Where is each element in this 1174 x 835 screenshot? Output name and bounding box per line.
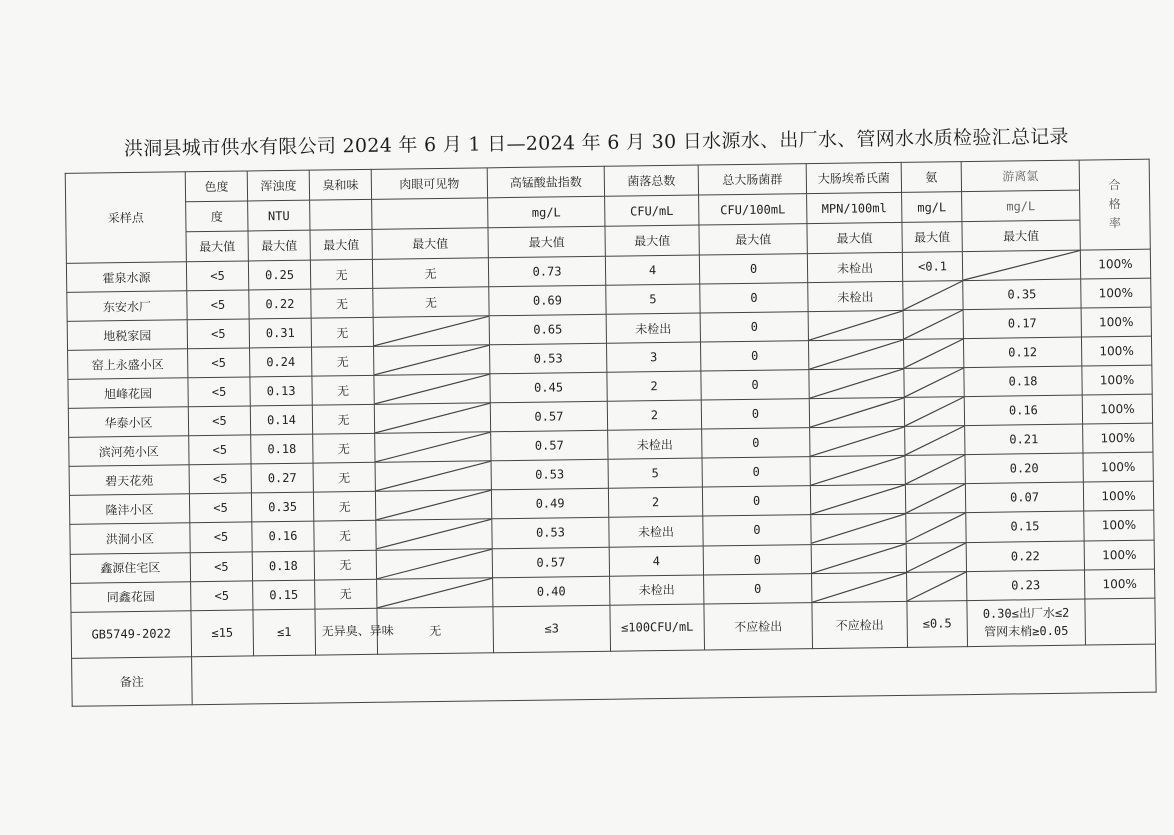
cell-colonies: 未检出 [610,575,704,605]
cell-chlorine: 0.18 [964,366,1082,397]
standard-ammonia: ≤0.5 [907,600,968,647]
diagonal-strike-line [376,462,491,492]
cell-odor: 无 [312,347,374,377]
max-label-chlorine: 最大值 [962,220,1080,252]
standard-turbidity: ≤1 [253,609,316,656]
cell-coliform: 0 [701,370,809,400]
cell-site: 隆沣小区 [69,494,189,525]
cell-pass-rate: 100% [1085,569,1155,599]
cell-cod: 0.53 [490,344,607,375]
cell-turbidity: 0.18 [252,551,314,581]
standard-coliform: 不应检出 [704,602,813,650]
header-odor: 臭和味 [309,169,371,200]
cell-color: <5 [187,290,249,320]
max-label-colonies: 最大值 [605,225,699,256]
cell-pass-rate: 100% [1083,453,1153,483]
standard-chlorine-line2: 管网末梢≥0.05 [984,624,1069,640]
cell-ammonia [903,281,963,311]
cell-visible [376,548,492,579]
diagonal-strike-line [811,514,905,543]
cell-odor: 无 [314,550,376,580]
cell-ecoli: 未检出 [808,282,903,312]
diagonal-strike-line [374,317,489,347]
cell-colonies: 3 [607,342,701,372]
unit-ammonia: mg/L [902,192,962,223]
cell-chlorine: 0.20 [965,453,1083,484]
cell-color: <5 [188,348,250,378]
cell-site: 东安水厂 [67,291,187,322]
diagonal-strike-line [906,485,965,514]
diagonal-strike-line [810,427,904,456]
cell-chlorine: 0.12 [963,337,1081,368]
cell-ammonia: <0.1 [902,252,962,282]
cell-pass-rate: 100% [1084,511,1154,541]
cell-turbidity: 0.22 [249,289,311,319]
cell-colonies: 5 [608,458,702,488]
cell-chlorine [962,250,1080,281]
diagonal-strike-line [905,397,964,426]
cell-site: 同鑫花园 [71,581,191,612]
cell-pass-rate: 100% [1081,336,1151,366]
cell-chlorine: 0.23 [967,570,1085,601]
cell-turbidity: 0.25 [248,260,310,290]
cell-chlorine: 0.16 [964,395,1082,426]
cell-ammonia [904,368,964,398]
cell-colonies: 2 [607,371,701,401]
cell-site: 窑上永盛小区 [68,349,188,380]
diagonal-strike-line [903,281,962,310]
standard-chlorine-line1: 0.30≤出厂水≤2 [982,606,1070,622]
cell-color: <5 [187,319,249,349]
cell-ammonia [903,310,963,340]
cell-site: 旭峰花园 [68,378,188,409]
cell-visible [375,461,491,492]
cell-cod: 0.40 [493,576,610,607]
header-ammonia: 氨 [901,162,961,193]
diagonal-strike-line [809,340,903,369]
cell-coliform: 0 [703,515,811,545]
cell-visible [373,316,489,347]
cell-colonies: 2 [607,400,701,430]
cell-ammonia [906,513,966,543]
cell-chlorine: 0.21 [965,424,1083,455]
diagonal-strike-line [907,572,966,601]
cell-visible [376,519,492,550]
diagonal-strike-line [904,310,963,339]
cell-ammonia [904,397,964,427]
cell-turbidity: 0.24 [250,347,312,377]
header-pass-rate-char: 率 [1108,216,1122,231]
cell-pass-rate: 100% [1081,307,1151,337]
cell-cod: 0.57 [492,547,609,578]
cell-odor: 无 [313,434,375,464]
unit-turbidity: NTU [248,200,310,231]
header-color: 色度 [185,171,247,202]
cell-coliform: 0 [704,573,812,603]
header-site: 采样点 [65,172,186,264]
standard-odor: 无异臭、异味 [315,608,378,655]
max-label-cod: 最大值 [488,226,605,258]
cell-turbidity: 0.18 [251,435,313,465]
standard-color: ≤15 [191,609,254,656]
cell-odor: 无 [313,463,375,493]
diagonal-strike-line [905,426,964,455]
unit-colonies: CFU/mL [605,195,699,226]
cell-color: <5 [186,261,248,291]
diagonal-strike-line [375,404,490,434]
unit-ecoli: MPN/100ml [807,192,902,223]
cell-color: <5 [189,435,251,465]
diagonal-strike-line [906,514,965,543]
cell-chlorine: 0.17 [963,308,1081,339]
cell-odor: 无 [311,318,373,348]
cell-turbidity: 0.15 [253,580,315,610]
cell-pass-rate: 100% [1080,249,1150,279]
cell-site: 碧天花苑 [69,465,189,496]
cell-odor: 无 [312,376,374,406]
header-pass-rate-char: 合 [1108,178,1121,193]
cell-visible [377,577,493,608]
cell-color: <5 [189,493,251,523]
cell-ecoli [808,340,903,370]
header-turbidity: 浑浊度 [247,170,309,201]
cell-turbidity: 0.13 [250,376,312,406]
cell-cod: 0.73 [488,256,605,287]
diagonal-strike-line [812,543,906,572]
diagonal-strike-line [809,369,903,398]
cell-ecoli [810,427,905,457]
cell-ammonia [905,426,965,456]
cell-coliform: 0 [701,399,809,429]
cell-colonies: 4 [605,255,699,285]
cell-colonies: 5 [606,284,700,314]
cell-site: 洪洞小区 [70,523,190,554]
cell-coliform: 0 [702,457,810,487]
cell-cod: 0.57 [491,431,608,462]
cell-visible [374,403,490,434]
cell-color: <5 [190,551,252,581]
diagonal-strike-line [904,339,963,368]
cell-ecoli [809,398,904,428]
header-cod: 高锰酸盐指数 [487,166,604,198]
max-label-coliform: 最大值 [699,224,807,255]
max-label-ammonia: 最大值 [902,222,962,253]
header-chlorine: 游离氯 [961,160,1079,192]
cell-cod: 0.49 [491,489,608,520]
cell-coliform: 0 [702,428,810,458]
diagonal-strike-line [812,572,906,601]
cell-pass-rate: 100% [1082,394,1152,424]
cell-color: <5 [188,406,250,436]
cell-color: <5 [190,522,252,552]
cell-cod: 0.45 [490,373,607,404]
cell-pass-rate: 100% [1083,424,1153,454]
max-label-color: 最大值 [186,231,248,262]
diagonal-strike-line [374,346,489,376]
cell-ecoli [811,514,906,544]
cell-color: <5 [191,580,253,610]
header-ecoli: 大肠埃希氏菌 [806,162,901,193]
cell-coliform: 0 [699,254,807,284]
cell-ecoli [812,572,907,602]
diagonal-strike-line [377,578,492,608]
unit-chlorine: mg/L [962,190,1080,222]
diagonal-strike-line [376,491,491,521]
cell-colonies: 未检出 [606,313,700,343]
cell-colonies: 4 [609,546,703,576]
cell-site: 华泰小区 [68,407,188,438]
diagonal-strike-line [904,368,963,397]
max-label-visible: 最大值 [372,228,488,260]
cell-ecoli [810,456,905,486]
standard-visible: 无 [377,606,494,654]
cell-ammonia [905,484,965,514]
cell-ecoli [808,311,903,341]
cell-cod: 0.53 [491,460,608,491]
cell-ecoli [811,543,906,573]
water-quality-table [65,159,1157,707]
cell-colonies: 2 [608,487,702,517]
cell-turbidity: 0.27 [251,464,313,494]
standard-colonies: ≤100CFU/mL [610,604,705,652]
cell-ecoli [809,369,904,399]
cell-chlorine: 0.15 [966,512,1084,543]
diagonal-strike-line [810,398,904,427]
cell-cod: 0.57 [490,402,607,433]
unit-coliform: CFU/100mL [699,194,807,225]
cell-chlorine: 0.35 [963,279,1081,310]
cell-odor: 无 [315,579,377,609]
cell-colonies: 未检出 [608,429,702,459]
cell-coliform: 0 [700,312,808,342]
cell-visible [375,432,491,463]
standard-ecoli: 不应检出 [812,601,908,649]
cell-site: 地税家园 [67,320,187,351]
unit-cod: mg/L [488,196,605,228]
cell-cod: 0.69 [489,286,606,317]
cell-coliform: 0 [703,544,811,574]
max-label-odor: 最大值 [310,229,372,260]
cell-coliform: 0 [702,486,810,516]
cell-ecoli: 未检出 [807,253,902,283]
header-pass-rate [1079,159,1150,250]
diagonal-strike-line [376,520,491,550]
standard-pass-rate [1085,598,1156,646]
header-visible: 肉眼可见物 [371,168,487,200]
cell-site: 滨河苑小区 [69,436,189,467]
cell-site: 鑫源住宅区 [70,552,190,583]
cell-odor: 无 [314,521,376,551]
cell-site: 霍泉水源 [66,262,186,293]
cell-pass-rate: 100% [1081,278,1151,308]
diagonal-strike-line [375,433,490,463]
cell-ammonia [905,455,965,485]
cell-ammonia [906,542,966,572]
cell-color: <5 [189,464,251,494]
standard-chlorine [967,599,1086,647]
cell-colonies: 未检出 [609,517,703,547]
cell-turbidity: 0.14 [250,405,312,435]
header-colonies: 菌落总数 [604,165,698,196]
cell-visible: 无 [372,258,488,289]
standard-cod: ≤3 [493,605,611,653]
max-label-ecoli: 最大值 [807,223,902,254]
cell-ammonia [907,571,967,601]
page-title: 洪洞县城市供水有限公司 2024 年 6 月 1 日—2024 年 6 月 30 日水源水、出厂水、管网水水质检验汇总记录 [123,125,1069,161]
cell-visible [374,345,490,376]
max-label-turbidity: 最大值 [248,230,310,261]
diagonal-strike-line [809,311,903,340]
unit-visible [372,198,488,230]
unit-color: 度 [186,201,248,232]
cell-pass-rate: 100% [1082,365,1152,395]
diagonal-strike-line [374,375,489,405]
cell-coliform: 0 [700,283,808,313]
header-coliform: 总大肠菌群 [698,164,806,195]
cell-turbidity: 0.16 [252,522,314,552]
cell-odor: 无 [311,289,373,319]
cell-ammonia [903,339,963,369]
cell-visible: 无 [373,287,489,318]
standard-name: GB5749-2022 [71,610,192,658]
cell-pass-rate: 100% [1084,540,1154,570]
cell-cod: 0.53 [492,518,609,549]
diagonal-strike-line [811,485,905,514]
cell-turbidity: 0.35 [251,493,313,523]
cell-visible [374,374,490,405]
cell-chlorine: 0.22 [966,541,1084,572]
cell-color: <5 [188,377,250,407]
cell-ecoli [810,485,905,515]
diagonal-strike-line [906,456,965,485]
diagonal-strike-line [377,549,492,579]
unit-odor [310,199,372,230]
cell-visible [375,490,491,521]
diagonal-strike-line [811,456,905,485]
cell-odor: 无 [312,405,374,435]
cell-odor: 无 [310,260,372,290]
cell-cod: 0.65 [489,315,606,346]
cell-turbidity: 0.31 [249,318,311,348]
header-pass-rate-char: 格 [1108,197,1121,212]
cell-odor: 无 [313,492,375,522]
diagonal-strike-line [907,543,966,572]
cell-chlorine: 0.07 [965,482,1083,513]
diagonal-strike-line [963,251,1080,281]
cell-pass-rate: 100% [1083,482,1153,512]
note-label: 备注 [72,657,193,706]
cell-coliform: 0 [700,341,808,371]
